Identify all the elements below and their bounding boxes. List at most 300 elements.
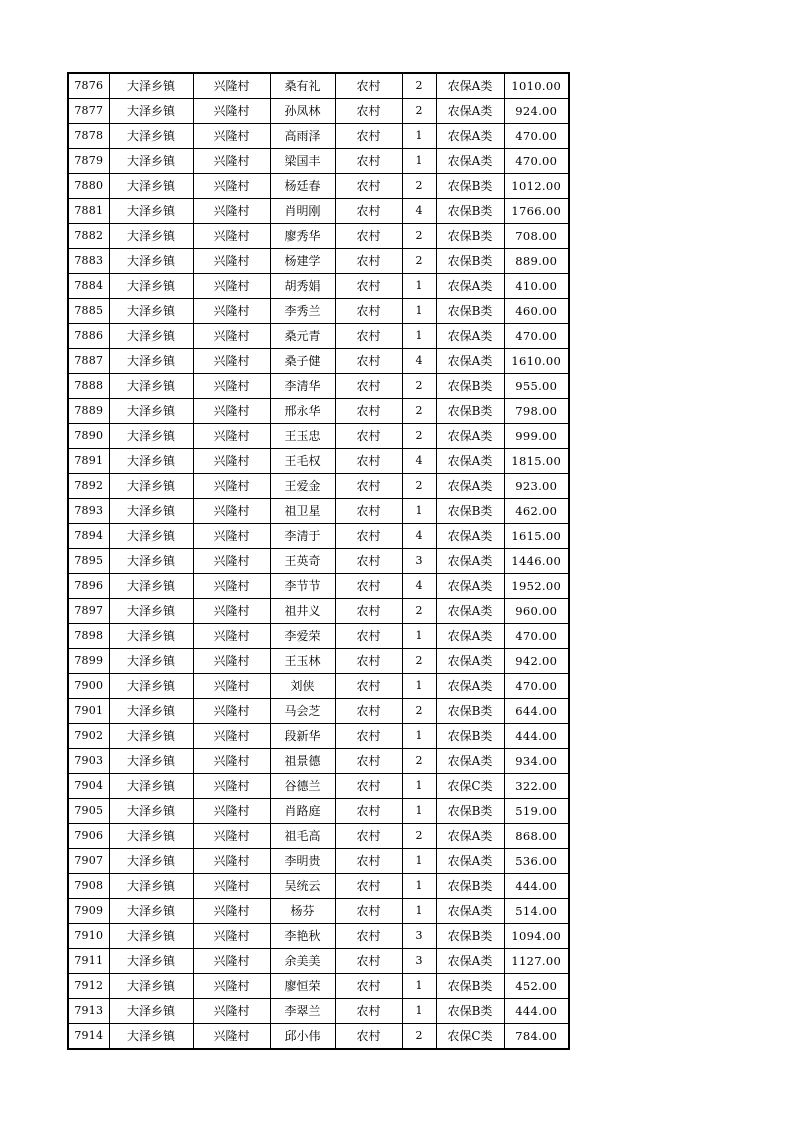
cell-village: 兴隆村	[193, 249, 270, 274]
cell-amount: 924.00	[504, 99, 569, 124]
cell-name: 谷德兰	[270, 774, 335, 799]
table-row	[68, 449, 569, 474]
table-row	[68, 549, 569, 574]
cell-household-type: 农村	[335, 199, 402, 224]
cell-town: 大泽乡镇	[109, 99, 193, 124]
cell-amount: 1094.00	[504, 924, 569, 949]
cell-name: 马会芝	[270, 699, 335, 724]
cell-amount: 934.00	[504, 749, 569, 774]
cell-town: 大泽乡镇	[109, 799, 193, 824]
cell-household-type: 农村	[335, 799, 402, 824]
cell-member-count: 2	[402, 374, 436, 399]
cell-seq: 7885	[68, 299, 109, 324]
cell-seq: 7902	[68, 724, 109, 749]
cell-household-type: 农村	[335, 1024, 402, 1050]
cell-household-type: 农村	[335, 424, 402, 449]
cell-household-type: 农村	[335, 824, 402, 849]
cell-member-count: 4	[402, 574, 436, 599]
cell-member-count: 1	[402, 849, 436, 874]
cell-amount: 798.00	[504, 399, 569, 424]
cell-household-type: 农村	[335, 899, 402, 924]
cell-name: 祖毛高	[270, 824, 335, 849]
cell-town: 大泽乡镇	[109, 749, 193, 774]
cell-amount: 923.00	[504, 474, 569, 499]
cell-seq: 7903	[68, 749, 109, 774]
cell-village: 兴隆村	[193, 274, 270, 299]
cell-amount: 1446.00	[504, 549, 569, 574]
cell-seq: 7886	[68, 324, 109, 349]
cell-category: 农保B类	[436, 174, 504, 199]
cell-village: 兴隆村	[193, 124, 270, 149]
cell-name: 肖路庭	[270, 799, 335, 824]
cell-name: 李节节	[270, 574, 335, 599]
cell-name: 李清华	[270, 374, 335, 399]
cell-name: 李艳秋	[270, 924, 335, 949]
cell-amount: 784.00	[504, 1024, 569, 1050]
cell-name: 杨廷春	[270, 174, 335, 199]
cell-seq: 7896	[68, 574, 109, 599]
beneficiary-table	[67, 72, 570, 1050]
cell-town: 大泽乡镇	[109, 324, 193, 349]
cell-village: 兴隆村	[193, 149, 270, 174]
cell-category: 农保A类	[436, 424, 504, 449]
cell-household-type: 农村	[335, 874, 402, 899]
cell-member-count: 1	[402, 799, 436, 824]
cell-household-type: 农村	[335, 174, 402, 199]
cell-category: 农保A类	[436, 474, 504, 499]
cell-town: 大泽乡镇	[109, 999, 193, 1024]
cell-amount: 1012.00	[504, 174, 569, 199]
cell-member-count: 2	[402, 599, 436, 624]
cell-town: 大泽乡镇	[109, 299, 193, 324]
cell-member-count: 3	[402, 924, 436, 949]
cell-member-count: 2	[402, 474, 436, 499]
cell-town: 大泽乡镇	[109, 899, 193, 924]
cell-town: 大泽乡镇	[109, 974, 193, 999]
cell-amount: 410.00	[504, 274, 569, 299]
cell-amount: 889.00	[504, 249, 569, 274]
table-row	[68, 399, 569, 424]
cell-name: 李秀兰	[270, 299, 335, 324]
cell-seq: 7914	[68, 1024, 109, 1050]
cell-household-type: 农村	[335, 949, 402, 974]
cell-amount: 470.00	[504, 324, 569, 349]
cell-name: 王爱金	[270, 474, 335, 499]
cell-town: 大泽乡镇	[109, 924, 193, 949]
cell-name: 王玉忠	[270, 424, 335, 449]
cell-category: 农保B类	[436, 399, 504, 424]
cell-amount: 470.00	[504, 149, 569, 174]
cell-household-type: 农村	[335, 574, 402, 599]
cell-category: 农保B类	[436, 999, 504, 1024]
cell-town: 大泽乡镇	[109, 524, 193, 549]
cell-member-count: 2	[402, 424, 436, 449]
cell-town: 大泽乡镇	[109, 73, 193, 99]
table-row	[68, 949, 569, 974]
table-row	[68, 349, 569, 374]
cell-town: 大泽乡镇	[109, 349, 193, 374]
cell-village: 兴隆村	[193, 474, 270, 499]
cell-town: 大泽乡镇	[109, 824, 193, 849]
cell-category: 农保B类	[436, 924, 504, 949]
cell-seq: 7893	[68, 499, 109, 524]
cell-seq: 7909	[68, 899, 109, 924]
cell-category: 农保C类	[436, 774, 504, 799]
cell-member-count: 1	[402, 874, 436, 899]
cell-household-type: 农村	[335, 699, 402, 724]
table-row	[68, 799, 569, 824]
cell-name: 王英奇	[270, 549, 335, 574]
table-row	[68, 699, 569, 724]
table-row	[68, 299, 569, 324]
cell-category: 农保A类	[436, 524, 504, 549]
cell-member-count: 1	[402, 499, 436, 524]
cell-seq: 7913	[68, 999, 109, 1024]
table-row	[68, 749, 569, 774]
cell-name: 祖卫星	[270, 499, 335, 524]
cell-town: 大泽乡镇	[109, 274, 193, 299]
cell-seq: 7877	[68, 99, 109, 124]
cell-village: 兴隆村	[193, 224, 270, 249]
cell-amount: 519.00	[504, 799, 569, 824]
cell-amount: 1615.00	[504, 524, 569, 549]
cell-name: 肖明刚	[270, 199, 335, 224]
table-row	[68, 224, 569, 249]
cell-amount: 708.00	[504, 224, 569, 249]
cell-town: 大泽乡镇	[109, 399, 193, 424]
cell-name: 桑元青	[270, 324, 335, 349]
cell-member-count: 1	[402, 899, 436, 924]
cell-category: 农保B类	[436, 874, 504, 899]
table-row	[68, 674, 569, 699]
cell-seq: 7890	[68, 424, 109, 449]
table-row	[68, 324, 569, 349]
table-row	[68, 524, 569, 549]
table-row	[68, 73, 569, 99]
table-row	[68, 874, 569, 899]
cell-village: 兴隆村	[193, 974, 270, 999]
cell-village: 兴隆村	[193, 574, 270, 599]
cell-town: 大泽乡镇	[109, 374, 193, 399]
cell-household-type: 农村	[335, 999, 402, 1024]
cell-category: 农保A类	[436, 649, 504, 674]
cell-member-count: 1	[402, 974, 436, 999]
cell-town: 大泽乡镇	[109, 224, 193, 249]
cell-household-type: 农村	[335, 349, 402, 374]
cell-town: 大泽乡镇	[109, 549, 193, 574]
cell-amount: 1815.00	[504, 449, 569, 474]
cell-category: 农保A类	[436, 574, 504, 599]
table-row	[68, 849, 569, 874]
cell-category: 农保B类	[436, 499, 504, 524]
cell-town: 大泽乡镇	[109, 124, 193, 149]
cell-name: 余美美	[270, 949, 335, 974]
cell-category: 农保B类	[436, 799, 504, 824]
cell-household-type: 农村	[335, 774, 402, 799]
table-row	[68, 374, 569, 399]
cell-seq: 7879	[68, 149, 109, 174]
cell-household-type: 农村	[335, 549, 402, 574]
cell-village: 兴隆村	[193, 399, 270, 424]
cell-seq: 7900	[68, 674, 109, 699]
cell-household-type: 农村	[335, 149, 402, 174]
cell-member-count: 3	[402, 549, 436, 574]
table-row	[68, 1024, 569, 1050]
cell-category: 农保B类	[436, 699, 504, 724]
cell-name: 李翠兰	[270, 999, 335, 1024]
table-row	[68, 424, 569, 449]
cell-name: 胡秀娟	[270, 274, 335, 299]
cell-household-type: 农村	[335, 649, 402, 674]
cell-town: 大泽乡镇	[109, 499, 193, 524]
cell-village: 兴隆村	[193, 799, 270, 824]
cell-member-count: 2	[402, 399, 436, 424]
cell-seq: 7895	[68, 549, 109, 574]
cell-amount: 322.00	[504, 774, 569, 799]
cell-household-type: 农村	[335, 73, 402, 99]
cell-amount: 999.00	[504, 424, 569, 449]
cell-member-count: 1	[402, 149, 436, 174]
table-row	[68, 774, 569, 799]
cell-seq: 7880	[68, 174, 109, 199]
cell-household-type: 农村	[335, 749, 402, 774]
cell-member-count: 1	[402, 299, 436, 324]
cell-category: 农保A类	[436, 949, 504, 974]
cell-household-type: 农村	[335, 724, 402, 749]
cell-household-type: 农村	[335, 974, 402, 999]
cell-member-count: 1	[402, 274, 436, 299]
table-row	[68, 274, 569, 299]
cell-category: 农保A类	[436, 824, 504, 849]
cell-name: 杨建学	[270, 249, 335, 274]
cell-name: 邢永华	[270, 399, 335, 424]
cell-member-count: 2	[402, 824, 436, 849]
cell-name: 祖景德	[270, 749, 335, 774]
cell-seq: 7897	[68, 599, 109, 624]
cell-amount: 514.00	[504, 899, 569, 924]
cell-household-type: 农村	[335, 124, 402, 149]
cell-village: 兴隆村	[193, 549, 270, 574]
cell-household-type: 农村	[335, 449, 402, 474]
cell-member-count: 2	[402, 749, 436, 774]
cell-amount: 1010.00	[504, 73, 569, 99]
table-row	[68, 574, 569, 599]
cell-member-count: 4	[402, 449, 436, 474]
cell-village: 兴隆村	[193, 174, 270, 199]
cell-category: 农保A类	[436, 149, 504, 174]
cell-town: 大泽乡镇	[109, 599, 193, 624]
cell-town: 大泽乡镇	[109, 574, 193, 599]
cell-member-count: 2	[402, 224, 436, 249]
cell-village: 兴隆村	[193, 749, 270, 774]
cell-household-type: 农村	[335, 499, 402, 524]
cell-household-type: 农村	[335, 924, 402, 949]
table-row	[68, 899, 569, 924]
cell-seq: 7899	[68, 649, 109, 674]
cell-amount: 868.00	[504, 824, 569, 849]
table-row	[68, 624, 569, 649]
cell-household-type: 农村	[335, 299, 402, 324]
cell-category: 农保B类	[436, 374, 504, 399]
cell-member-count: 1	[402, 774, 436, 799]
cell-category: 农保A类	[436, 674, 504, 699]
cell-seq: 7910	[68, 924, 109, 949]
cell-member-count: 2	[402, 99, 436, 124]
cell-seq: 7911	[68, 949, 109, 974]
table-row	[68, 249, 569, 274]
cell-category: 农保A类	[436, 99, 504, 124]
cell-member-count: 3	[402, 949, 436, 974]
cell-member-count: 1	[402, 624, 436, 649]
cell-amount: 955.00	[504, 374, 569, 399]
cell-seq: 7889	[68, 399, 109, 424]
cell-household-type: 农村	[335, 599, 402, 624]
cell-amount: 644.00	[504, 699, 569, 724]
cell-member-count: 4	[402, 524, 436, 549]
cell-town: 大泽乡镇	[109, 674, 193, 699]
cell-category: 农保B类	[436, 199, 504, 224]
cell-category: 农保A类	[436, 73, 504, 99]
cell-amount: 444.00	[504, 999, 569, 1024]
cell-name: 段新华	[270, 724, 335, 749]
table-row	[68, 724, 569, 749]
cell-amount: 1610.00	[504, 349, 569, 374]
cell-category: 农保B类	[436, 724, 504, 749]
cell-member-count: 4	[402, 349, 436, 374]
cell-seq: 7883	[68, 249, 109, 274]
cell-name: 梁国丰	[270, 149, 335, 174]
cell-town: 大泽乡镇	[109, 1024, 193, 1050]
cell-member-count: 2	[402, 249, 436, 274]
cell-village: 兴隆村	[193, 424, 270, 449]
cell-village: 兴隆村	[193, 849, 270, 874]
cell-seq: 7901	[68, 699, 109, 724]
cell-name: 桑子健	[270, 349, 335, 374]
cell-amount: 1766.00	[504, 199, 569, 224]
cell-village: 兴隆村	[193, 924, 270, 949]
cell-town: 大泽乡镇	[109, 849, 193, 874]
cell-household-type: 农村	[335, 224, 402, 249]
cell-name: 李明贵	[270, 849, 335, 874]
cell-name: 李爱荣	[270, 624, 335, 649]
cell-seq: 7892	[68, 474, 109, 499]
cell-category: 农保C类	[436, 1024, 504, 1050]
cell-village: 兴隆村	[193, 899, 270, 924]
cell-category: 农保A类	[436, 599, 504, 624]
table-row	[68, 174, 569, 199]
cell-household-type: 农村	[335, 274, 402, 299]
cell-household-type: 农村	[335, 99, 402, 124]
cell-name: 廖恒荣	[270, 974, 335, 999]
cell-amount: 452.00	[504, 974, 569, 999]
cell-seq: 7898	[68, 624, 109, 649]
cell-village: 兴隆村	[193, 73, 270, 99]
cell-category: 农保A类	[436, 124, 504, 149]
cell-amount: 462.00	[504, 499, 569, 524]
cell-member-count: 2	[402, 649, 436, 674]
cell-town: 大泽乡镇	[109, 199, 193, 224]
cell-category: 农保B类	[436, 974, 504, 999]
table-row	[68, 974, 569, 999]
cell-member-count: 1	[402, 324, 436, 349]
cell-seq: 7912	[68, 974, 109, 999]
cell-member-count: 2	[402, 1024, 436, 1050]
cell-member-count: 2	[402, 699, 436, 724]
cell-town: 大泽乡镇	[109, 649, 193, 674]
cell-village: 兴隆村	[193, 1024, 270, 1050]
cell-village: 兴隆村	[193, 599, 270, 624]
cell-seq: 7882	[68, 224, 109, 249]
cell-village: 兴隆村	[193, 949, 270, 974]
cell-name: 桑有礼	[270, 73, 335, 99]
cell-seq: 7894	[68, 524, 109, 549]
cell-member-count: 2	[402, 174, 436, 199]
cell-village: 兴隆村	[193, 674, 270, 699]
cell-amount: 960.00	[504, 599, 569, 624]
cell-seq: 7907	[68, 849, 109, 874]
cell-category: 农保B类	[436, 224, 504, 249]
cell-village: 兴隆村	[193, 724, 270, 749]
cell-name: 王玉林	[270, 649, 335, 674]
cell-category: 农保A类	[436, 449, 504, 474]
cell-name: 廖秀华	[270, 224, 335, 249]
cell-town: 大泽乡镇	[109, 624, 193, 649]
table-row	[68, 124, 569, 149]
table-row	[68, 599, 569, 624]
cell-category: 农保A类	[436, 274, 504, 299]
table-row	[68, 499, 569, 524]
cell-household-type: 农村	[335, 624, 402, 649]
cell-amount: 470.00	[504, 674, 569, 699]
cell-seq: 7906	[68, 824, 109, 849]
cell-category: 农保B类	[436, 299, 504, 324]
cell-town: 大泽乡镇	[109, 149, 193, 174]
cell-seq: 7905	[68, 799, 109, 824]
cell-name: 王毛权	[270, 449, 335, 474]
cell-town: 大泽乡镇	[109, 424, 193, 449]
cell-household-type: 农村	[335, 399, 402, 424]
cell-member-count: 1	[402, 124, 436, 149]
cell-name: 李清于	[270, 524, 335, 549]
cell-name: 孙凤林	[270, 99, 335, 124]
cell-amount: 444.00	[504, 874, 569, 899]
table-row	[68, 474, 569, 499]
cell-member-count: 1	[402, 999, 436, 1024]
cell-name: 邱小伟	[270, 1024, 335, 1050]
table-row	[68, 649, 569, 674]
cell-village: 兴隆村	[193, 324, 270, 349]
cell-seq: 7891	[68, 449, 109, 474]
cell-village: 兴隆村	[193, 374, 270, 399]
cell-seq: 7904	[68, 774, 109, 799]
cell-village: 兴隆村	[193, 699, 270, 724]
cell-household-type: 农村	[335, 249, 402, 274]
cell-town: 大泽乡镇	[109, 874, 193, 899]
cell-amount: 470.00	[504, 624, 569, 649]
cell-seq: 7878	[68, 124, 109, 149]
cell-village: 兴隆村	[193, 874, 270, 899]
cell-village: 兴隆村	[193, 199, 270, 224]
cell-name: 祖井义	[270, 599, 335, 624]
cell-category: 农保A类	[436, 624, 504, 649]
cell-village: 兴隆村	[193, 449, 270, 474]
cell-name: 刘侠	[270, 674, 335, 699]
cell-town: 大泽乡镇	[109, 249, 193, 274]
cell-town: 大泽乡镇	[109, 174, 193, 199]
cell-name: 杨芬	[270, 899, 335, 924]
cell-seq: 7876	[68, 73, 109, 99]
cell-member-count: 1	[402, 724, 436, 749]
